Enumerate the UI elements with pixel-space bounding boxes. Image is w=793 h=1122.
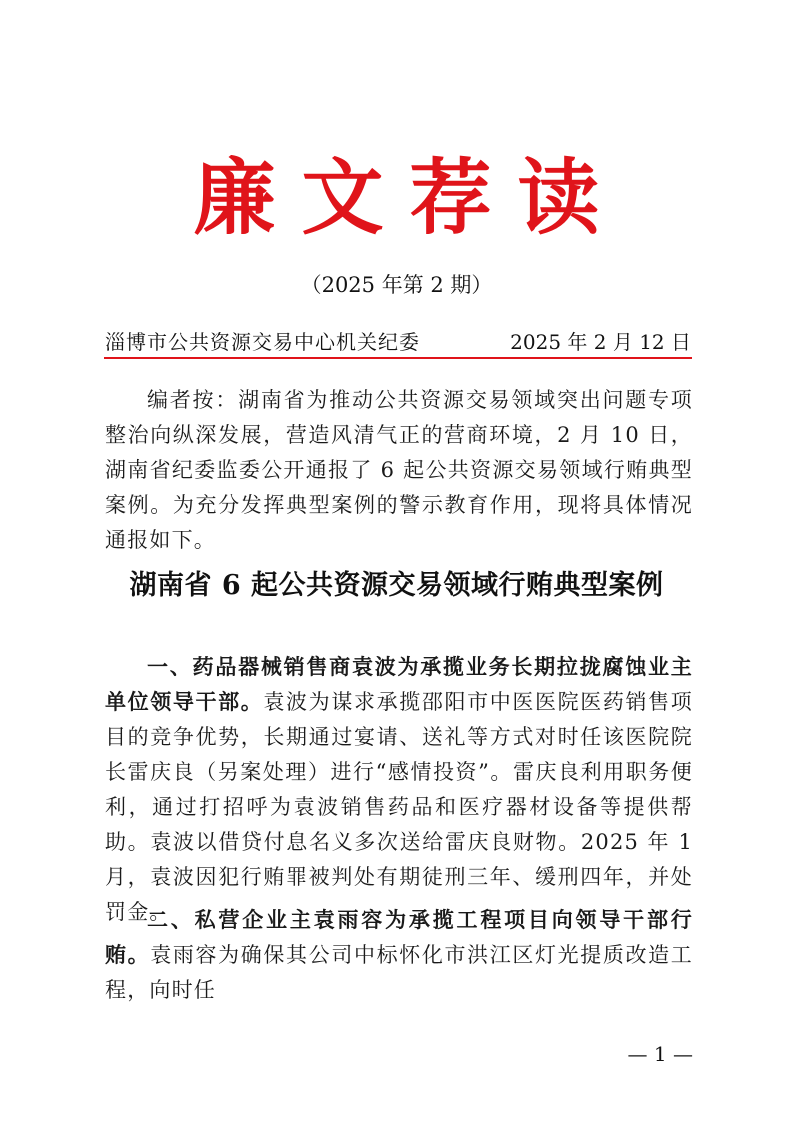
issue-number: （2025 年第 2 期） [300,273,493,297]
case-heading-1: 一、药品器械销售商袁波为承揽业务长期拉拢腐蚀业主单位领导干部。 [105,655,693,714]
issue-date: 2025 年 2 月 12 日 [510,330,691,354]
header-line [105,327,691,357]
case-body-1: 袁波为谋求承揽邵阳市中医医院医药销售项目的竞争优势，长期通过宴请、送礼等方式对时任该医院院长雷庆良（另案处理）进行“感情投资”。雷庆良利用职务便利，通过打招呼为袁波销售药品和医疗器材设备等提供帮助。袁波以借贷付息名义多次送给雷庆良财物。2025 年 1 月，袁波因犯行贿罪被判处有期徒刑三年、缓刑四年，并处罚金。 [105,690,693,924]
case-paragraph-2 [105,903,693,1008]
case-heading-2: 二、私营企业主袁雨容为承揽工程项目向领导干部行贿。 [105,908,693,967]
article-title: 湖南省 6 起公共资源交易领域行贿典型案例 [129,570,664,601]
page-number: — 1 — [627,1042,693,1066]
red-divider-line [104,357,692,359]
masthead-title: 廉文荐读 [193,150,626,246]
issuing-organization: 淄博市公共资源交易中心机关纪委 [105,330,420,354]
case-body-2: 袁雨容为确保其公司中标怀化市洪江区灯光提质改造工程，向时任 [105,943,693,1002]
editor-note: 编者按：湖南省为推动公共资源交易领域突出问题专项整治向纵深发展，营造风清气正的营商环境，2 月 10 日，湖南省纪委监委公开通报了 6 起公共资源交易领域行贿典型案例。为充分发挥典型案例的警示教育作用，现将具体情况通报如下。 [105,388,693,552]
case-paragraph-1 [105,650,693,930]
